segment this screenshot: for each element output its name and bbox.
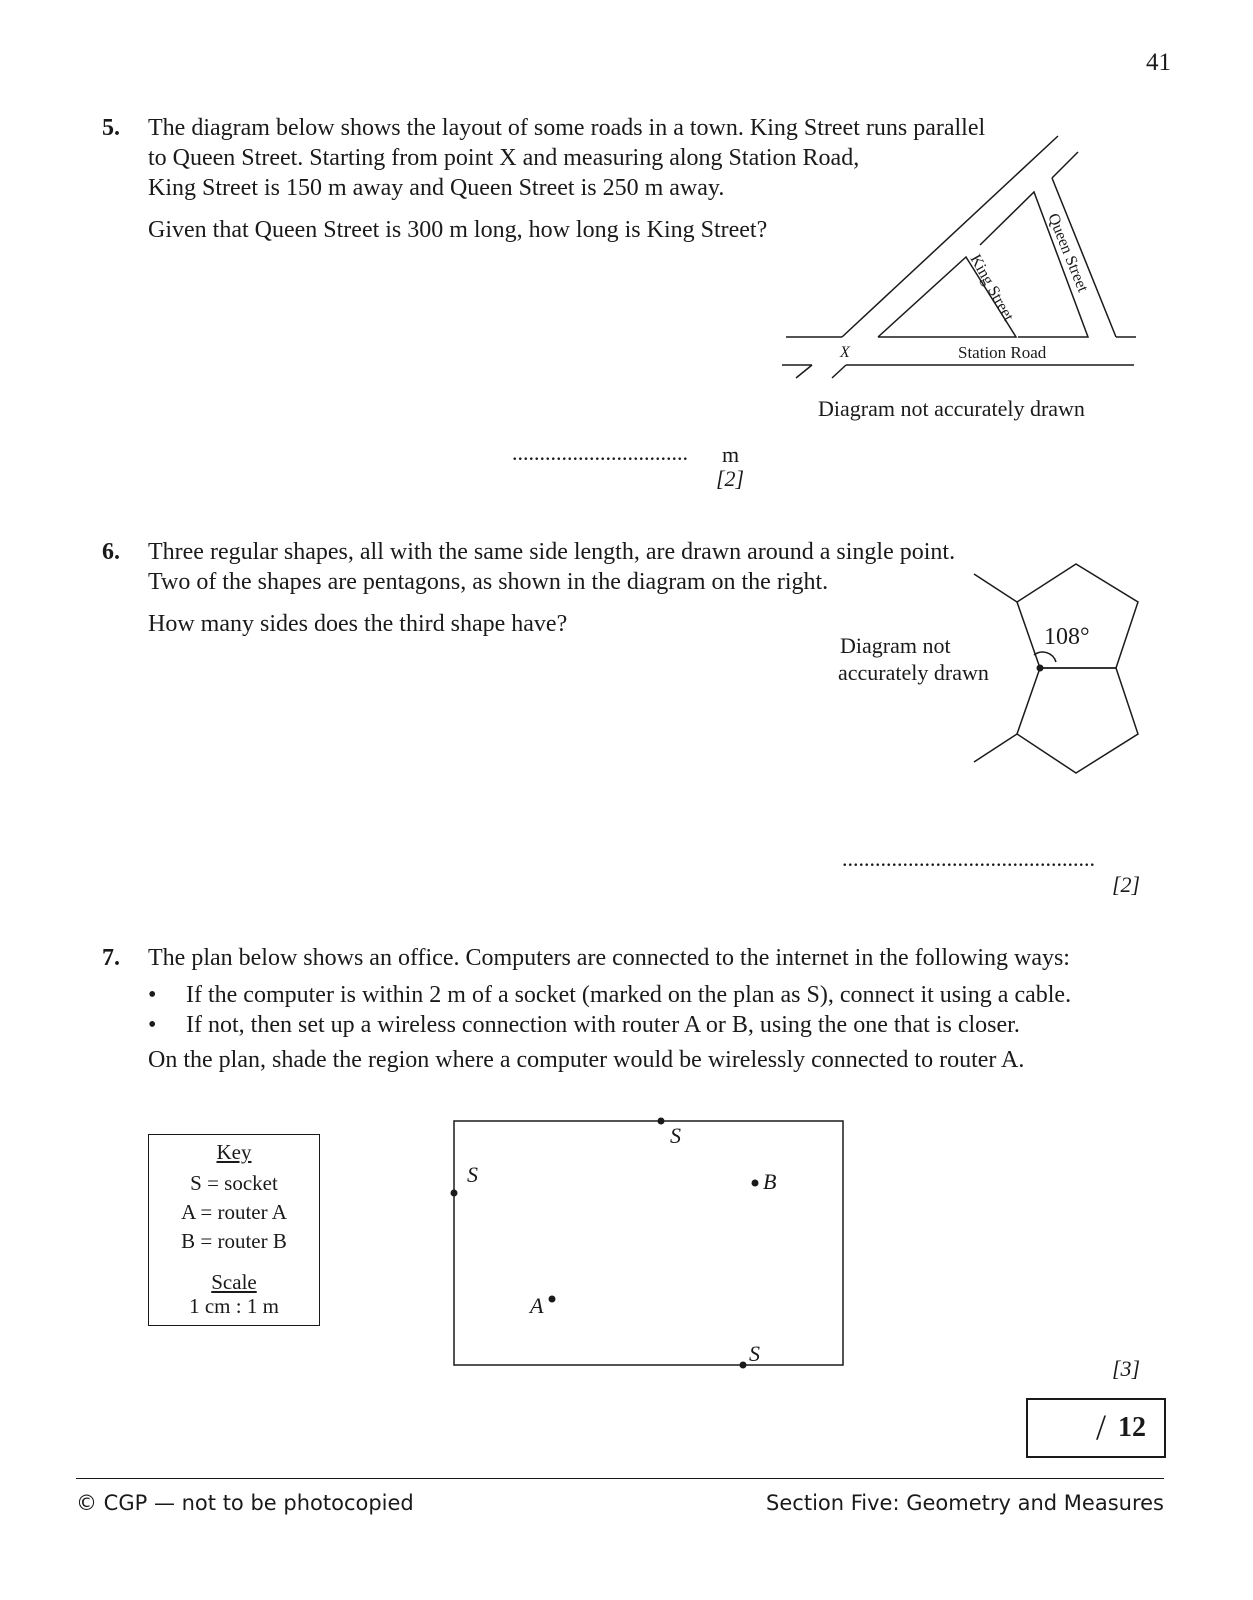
socket-top	[658, 1118, 665, 1125]
point-x-label: X	[840, 344, 850, 361]
key-line-router-b: B = router B	[181, 1229, 287, 1253]
question-7-marks: [3]	[1112, 1356, 1141, 1381]
question-7-number: 7.	[102, 945, 120, 971]
question-6-text-line2: Two of the shapes are pentagons, as shown in the diagram on the right.	[148, 569, 829, 595]
socket-bottom-label: S	[749, 1341, 760, 1366]
question-5-marks: [2]	[716, 466, 745, 491]
score-box	[1026, 1398, 1166, 1458]
bullet-icon: •	[148, 1012, 157, 1038]
scale-value: 1 cm : 1 m	[189, 1294, 279, 1318]
question-5-number: 5.	[102, 115, 120, 141]
question-6-question: How many sides does the third shape have?	[148, 611, 568, 637]
router-b-label: B	[763, 1169, 777, 1194]
socket-top-label: S	[670, 1123, 681, 1148]
question-5-diagram-note: Diagram not accurately drawn	[818, 396, 1085, 421]
angle-108-label: 108°	[1044, 624, 1090, 650]
question-6-number: 6.	[102, 539, 120, 565]
key-title: Key	[216, 1140, 252, 1164]
question-6-answer-line[interactable]: ..............................................	[842, 846, 1095, 871]
footer-copyright: © CGP — not to be photocopied	[76, 1491, 414, 1515]
router-a-label: A	[530, 1293, 544, 1318]
question-5-answer-line[interactable]: ................................	[512, 440, 688, 465]
question-5-text-line1: The diagram below shows the layout of some roads in a town. King Street runs parallel	[148, 115, 986, 141]
socket-left-label: S	[467, 1162, 478, 1187]
bullet-icon: •	[148, 982, 157, 1008]
question-7-instruction: On the plan, shade the region where a computer would be wirelessly connected to router A.	[148, 1047, 1025, 1073]
question-7-text-line1: The plan below shows an office. Computers are connected to the internet in the following ways:	[148, 945, 1070, 971]
question-5-text-line2: to Queen Street. Starting from point X and measuring along Station Road,	[148, 145, 860, 171]
key-line-router-a: A = router A	[181, 1200, 287, 1224]
queen-street-label: Queen Street	[1044, 211, 1092, 295]
scale-title: Scale	[211, 1270, 257, 1294]
station-road-label: Station Road	[958, 343, 1047, 362]
footer-rule	[76, 1478, 1164, 1479]
router-b-point	[752, 1180, 759, 1187]
question-5-question: Given that Queen Street is 300 m long, how long is King Street?	[148, 217, 768, 243]
question-5-answer-unit: m	[722, 442, 740, 467]
question-6-note-line1: Diagram not	[840, 633, 951, 658]
question-6-text-line1: Three regular shapes, all with the same side length, are drawn around a single point.	[148, 539, 956, 565]
page-number: 41	[1146, 49, 1171, 76]
key-line-socket: S = socket	[190, 1171, 278, 1195]
question-7-bullet2: If not, then set up a wireless connection with router A or B, using the one that is closer.	[186, 1012, 1020, 1038]
king-street-label: King Street	[966, 251, 1017, 325]
footer-section-title: Section Five: Geometry and Measures	[766, 1491, 1164, 1515]
score-slash: /	[1096, 1407, 1107, 1447]
socket-left	[451, 1190, 458, 1197]
socket-bottom	[740, 1362, 747, 1369]
router-a-point	[549, 1296, 556, 1303]
question-5-text-line3: King Street is 150 m away and Queen Street is 250 m away.	[148, 175, 725, 201]
score-total: 12	[1118, 1412, 1146, 1443]
question-6-marks: [2]	[1112, 872, 1141, 897]
question-6-note-line2: accurately drawn	[838, 660, 989, 685]
question-7-bullet1: If the computer is within 2 m of a socket (marked on the plan as S), connect it using a cable.	[186, 982, 1072, 1008]
